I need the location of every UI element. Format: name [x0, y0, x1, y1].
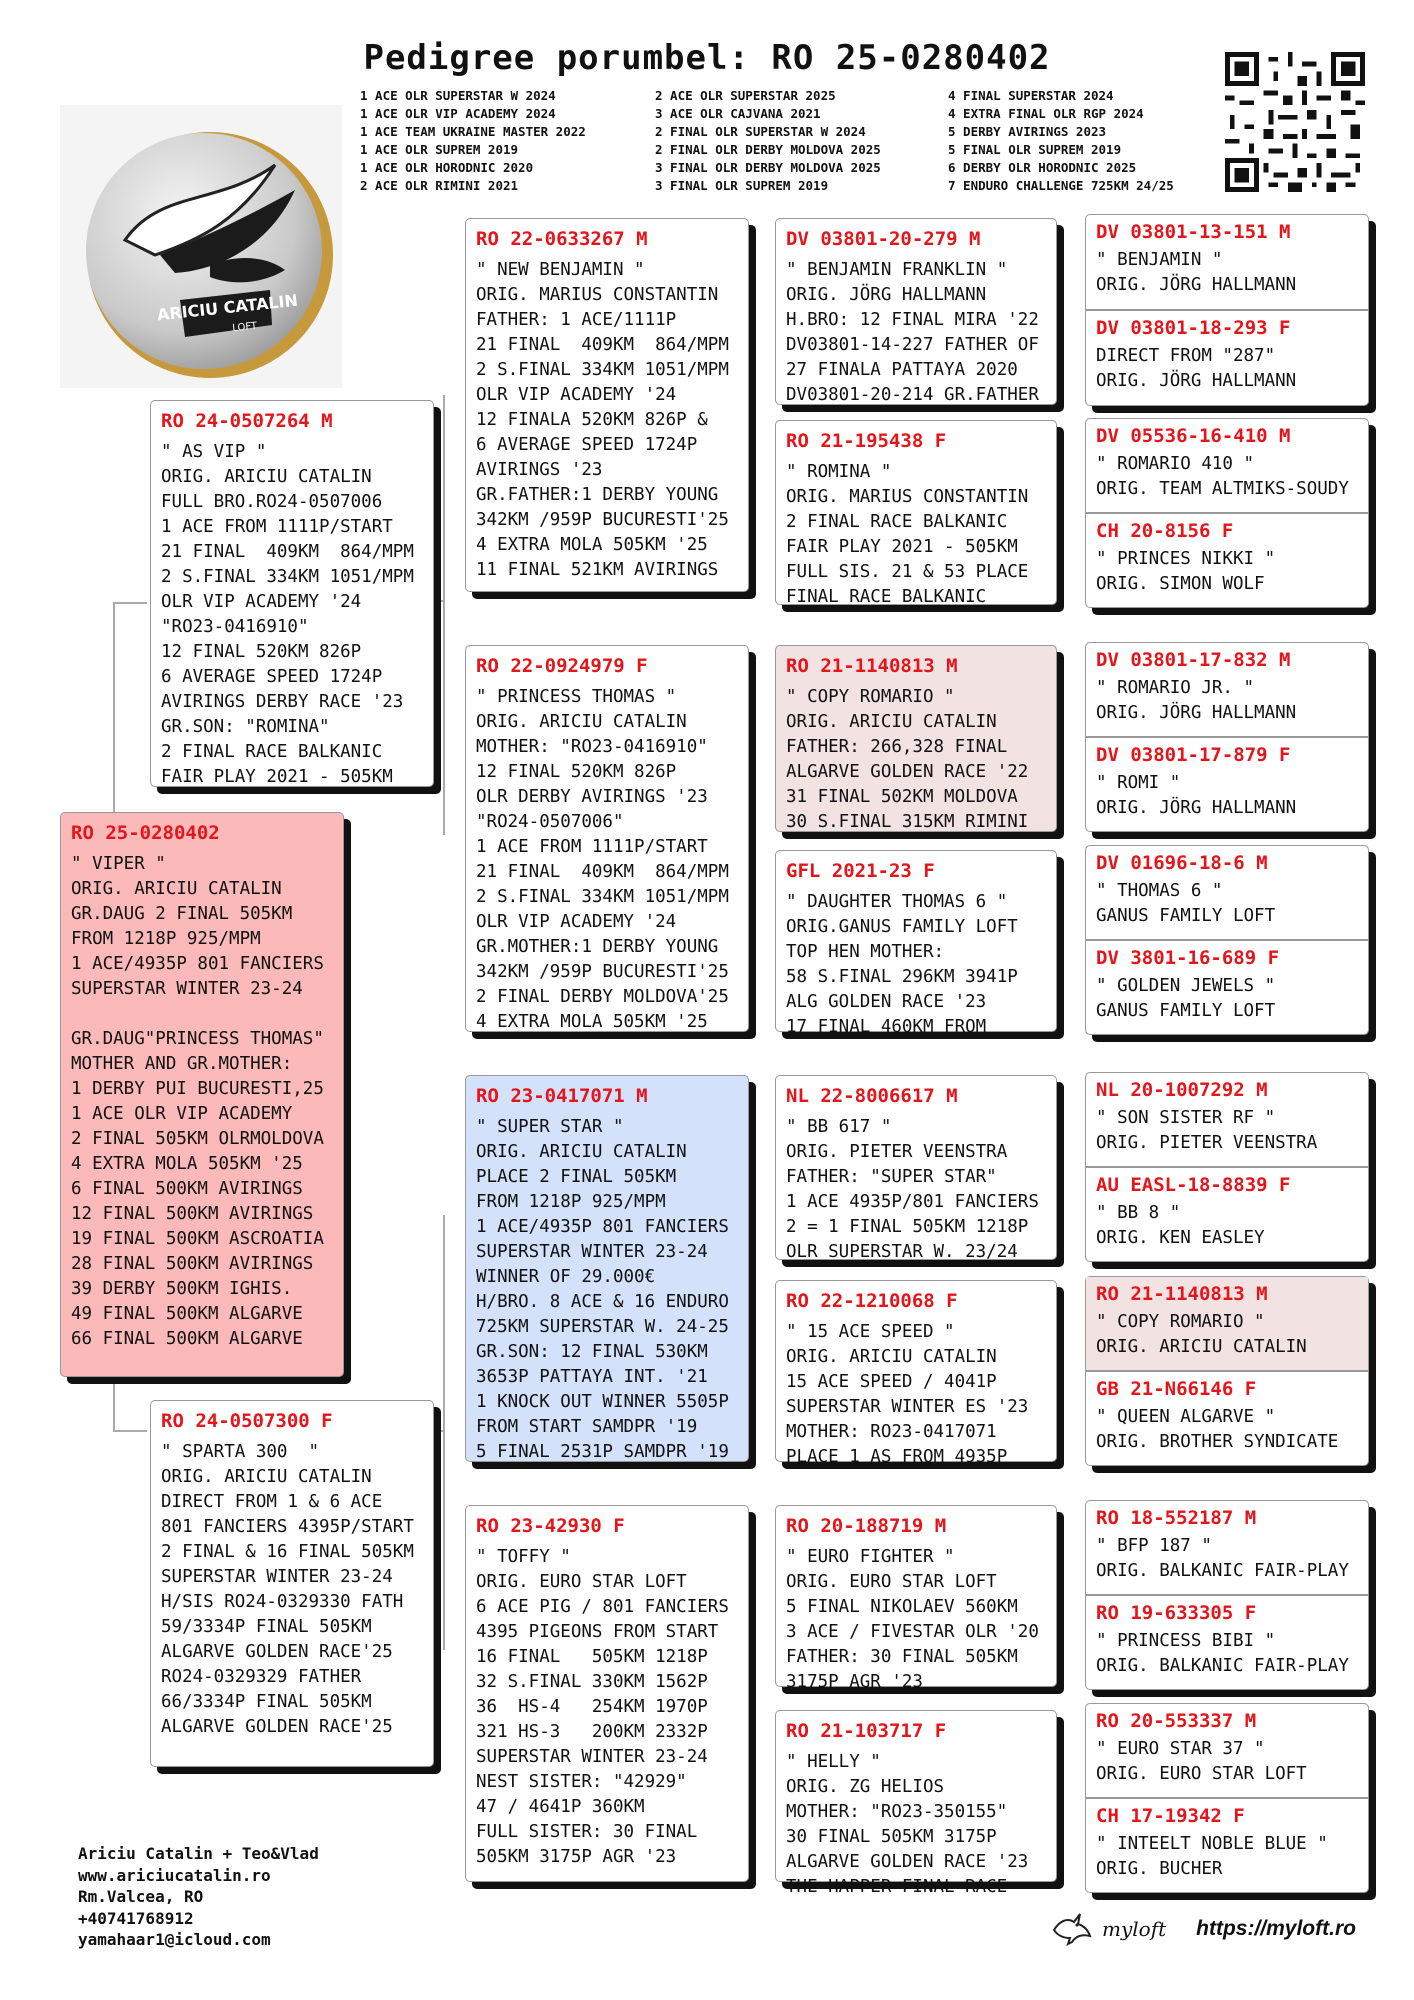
connector	[1060, 1520, 1062, 1610]
pigeon-card-mother[interactable]	[150, 1400, 434, 1767]
pigeon-details: " EURO FIGHTER " ORIG. EURO STAR LOFT 5 FINAL NIKOLAEV 560KM 3 ACE / FIVESTAR OLR '20 FATHER: 30 FINAL 505KM 3175P AGR '23	[786, 1547, 1039, 1692]
pigeon-details: " BENJAMIN FRANKLIN " ORIG. JÖRG HALLMANN H.BRO: 12 FINAL MIRA '22 DV03801-14-227 FATHER OF 27 FINALA PATTAYA 2020 DV03801-20-214 GR.FATHER	[786, 260, 1039, 405]
pigeon-details: DIRECT FROM "287" ORIG. JÖRG HALLMANN	[1096, 346, 1297, 391]
pigeon-details: " NEW BENJAMIN " ORIG. MARIUS CONSTANTIN FATHER: 1 ACE/1111P 21 FINAL 409KM 864/MPM 2 S.FINAL 334KM 1051/MPM OLR VIP ACADEMY '24 12 FINALA 520KM 826P & 6 AVERAGE SPEED 1724P AVIRINGS '23 GR.FATHER:1 DERBY YOUNG 342KM /959P BUCURESTI'25 4 EXTRA MOLA 505KM '25 11 FINAL 521KM AVIRINGS	[476, 260, 729, 580]
email-link[interactable]: yamahaar1@icloud.com	[78, 1930, 271, 1949]
connector	[113, 602, 115, 814]
qr-code-icon	[1225, 52, 1365, 192]
ring-number: RO 21-103717 F	[786, 1720, 947, 1742]
pigeon-card-gggp-11[interactable]	[1086, 1277, 1368, 1370]
pigeon-pair-card-8[interactable]	[1085, 1703, 1369, 1893]
connector	[1060, 1300, 1062, 1390]
pigeon-details: " SUPER STAR " ORIG. ARICIU CATALIN PLACE 2 FINAL 505KM FROM 1218P 925/MPM 1 ACE/4935P 801 FANCIERS SUPERSTAR WINTER 23-24 WINNER OF 29.000€ H/BRO. 8 ACE & 16 ENDURO 725KM SUPERSTAR W. 24-25 GR.SON: 12 FINAL 530KM 3653P PATTAYA INT. '21 1 KNOCK OUT WINNER 5505P FROM START SAMDPR '19 5 FINAL 2531P SAMDPR '19	[476, 1117, 729, 1462]
connector	[113, 602, 147, 604]
ring-number: DV 03801-18-293 F	[1096, 317, 1291, 339]
pigeon-details: " EURO STAR 37 " ORIG. EURO STAR LOFT	[1096, 1739, 1307, 1784]
ring-number: RO 22-0924979 F	[476, 655, 648, 677]
pigeon-details: " GOLDEN JEWELS " GANUS FAMILY LOFT	[1096, 976, 1276, 1021]
achievement-item: 2 FINAL OLR DERBY MOLDOVA 2025	[655, 142, 881, 157]
achievement-item: 1 ACE TEAM UKRAINE MASTER 2022	[360, 124, 586, 139]
pigeon-card-gggp-2[interactable]	[1086, 311, 1368, 405]
ring-number: RO 22-0633267 M	[476, 228, 648, 250]
connector	[1060, 470, 1062, 560]
pigeon-card-ggp-4[interactable]	[775, 850, 1057, 1037]
achievement-item: 1 ACE OLR VIP ACADEMY 2024	[360, 106, 556, 121]
ring-number: DV 01696-18-6 M	[1096, 852, 1268, 874]
ring-number: RO 24-0507264 M	[161, 410, 333, 432]
ring-number: CH 20-8156 F	[1096, 520, 1234, 542]
achievement-item: 4 FINAL SUPERSTAR 2024	[948, 88, 1114, 103]
pigeon-icon	[1050, 1910, 1094, 1948]
connector	[443, 1215, 445, 1650]
pigeon-card-gggp-4[interactable]	[1086, 514, 1368, 607]
ring-number: DV 03801-17-879 F	[1096, 744, 1291, 766]
pigeon-details: " BFP 187 " ORIG. BALKANIC FAIR-PLAY	[1096, 1536, 1349, 1581]
ariciu-catalin-loft-logo	[60, 105, 342, 388]
pigeon-details: " PRINCES NIKKI " ORIG. SIMON WOLF	[1096, 549, 1276, 594]
pigeon-card-gggp-10[interactable]	[1086, 1168, 1368, 1261]
pigeon-card-maternal-grandfather[interactable]	[465, 1075, 749, 1462]
pigeon-details: " SON SISTER RF " ORIG. PIETER VEENSTRA	[1096, 1108, 1318, 1153]
pigeon-details: " HELLY " ORIG. ZG HELIOS MOTHER: "RO23-350155" 30 FINAL 505KM 3175P ALGARVE GOLDEN RACE '23 THE HAPPER FINAL RACE	[786, 1752, 1029, 1897]
pigeon-card-gggp-6[interactable]	[1086, 738, 1368, 831]
ring-number: RO 23-0417071 M	[476, 1085, 648, 1107]
pigeon-details: " INTEELT NOBLE BLUE " ORIG. BUCHER	[1096, 1834, 1328, 1879]
achievement-item: 2 FINAL OLR SUPERSTAR W 2024	[655, 124, 866, 139]
ring-number: NL 20-1007292 M	[1096, 1079, 1268, 1101]
connector	[113, 1380, 115, 1432]
pigeon-card-gggp-13[interactable]	[1086, 1501, 1368, 1594]
pigeon-pair-card-6[interactable]	[1085, 1276, 1369, 1466]
pigeon-details: " 15 ACE SPEED " ORIG. ARICIU CATALIN 15 ACE SPEED / 4041P SUPERSTAR WINTER ES '23 MOTHER: RO23-0417071 PLACE 1 AS FROM 4935P	[786, 1322, 1029, 1467]
pigeon-details: " ROMINA " ORIG. MARIUS CONSTANTIN 2 FINAL RACE BALKANIC FAIR PLAY 2021 - 505KM FULL SIS. 21 & 53 PLACE FINAL RACE BALKANIC	[786, 462, 1029, 607]
pigeon-card-gggp-3[interactable]	[1086, 419, 1368, 512]
ring-number: RO 20-188719 M	[786, 1515, 947, 1537]
page-title: Pedigree porumbel: RO 25-0280402	[363, 38, 1051, 78]
pigeon-card-gggp-12[interactable]	[1086, 1372, 1368, 1465]
ring-number: DV 05536-16-410 M	[1096, 425, 1291, 447]
achievement-item: 6 DERBY OLR HORODNIC 2025	[948, 160, 1137, 175]
pigeon-card-ggp-5[interactable]	[775, 1075, 1057, 1260]
connector	[1060, 265, 1062, 360]
owner-contact	[78, 1843, 319, 1951]
pigeon-details: " BB 617 " ORIG. PIETER VEENSTRA FATHER: "SUPER STAR" 1 ACE 4935P/801 FANCIERS 2 = 1 FINAL 505KM 1218P OLR SUPERSTAR W. 23/24	[786, 1117, 1039, 1262]
pigeon-details: " TOFFY " ORIG. EURO STAR LOFT 6 ACE PIG / 801 FANCIERS 4395 PIGEONS FROM START 16 FINAL 505KM 1218P 32 S.FINAL 330KM 1562P 36 HS-4 254KM 1970P 321 HS-3 200KM 2332P SUPERSTAR WINTER 23-24 NEST SISTER: "42929" 47 / 4641P 360KM FULL SISTER: 30 FINAL 505KM 3175P AGR '23	[476, 1547, 729, 1867]
achievement-item: 2 ACE OLR RIMINI 2021	[360, 178, 519, 193]
connector	[1060, 1720, 1062, 1810]
ring-number: RO 21-1140813 M	[1096, 1283, 1268, 1305]
pigeon-card-gggp-5[interactable]	[1086, 643, 1368, 736]
ring-number: RO 18-552187 M	[1096, 1507, 1257, 1529]
ring-number: CH 17-19342 F	[1096, 1805, 1245, 1827]
achievement-item: 1 ACE OLR SUPREM 2019	[360, 142, 519, 157]
pigeon-card-paternal-grandmother[interactable]	[465, 645, 749, 1032]
ring-number: DV 3801-16-689 F	[1096, 947, 1280, 969]
pigeon-card-ggp-3[interactable]	[775, 645, 1057, 832]
ring-number: RO 23-42930 F	[476, 1515, 625, 1537]
achievement-item: 3 FINAL OLR DERBY MOLDOVA 2025	[655, 160, 881, 175]
achievement-item: 3 FINAL OLR SUPREM 2019	[655, 178, 829, 193]
achievement-item: 2 ACE OLR SUPERSTAR 2025	[655, 88, 836, 103]
pigeon-card-maternal-grandmother[interactable]	[465, 1505, 749, 1882]
myloft-brand: myloft	[1102, 1917, 1167, 1941]
achievements-col-1	[360, 87, 586, 195]
pigeon-details: " BB 8 " ORIG. KEN EASLEY	[1096, 1203, 1265, 1248]
pigeon-details: " DAUGHTER THOMAS 6 " ORIG.GANUS FAMILY LOFT TOP HEN MOTHER: 58 S.FINAL 296KM 3941P ALG GOLDEN RACE '23 17 FINAL 460KM FROM	[786, 892, 1018, 1037]
pigeon-pair-card-4[interactable]	[1085, 845, 1369, 1035]
pigeon-card-gggp-8[interactable]	[1086, 941, 1368, 1034]
ring-number: RO 19-633305 F	[1096, 1602, 1257, 1624]
pigeon-card-gggp-14[interactable]	[1086, 1596, 1368, 1689]
achievement-item: 7 ENDURO CHALLENGE 725KM 24/25	[948, 178, 1174, 193]
ring-number: RO 25-0280402	[71, 822, 220, 844]
pigeon-details: " QUEEN ALGARVE " ORIG. BROTHER SYNDICATE	[1096, 1407, 1339, 1452]
pigeon-card-ggp-1[interactable]	[775, 218, 1057, 405]
pigeon-card-ggp-7[interactable]	[775, 1505, 1057, 1692]
achievement-item: 1 ACE OLR HORODNIC 2020	[360, 160, 534, 175]
connector	[753, 735, 755, 885]
ring-number: RO 22-1210068 F	[786, 1290, 958, 1312]
pigeon-card-gggp-9[interactable]	[1086, 1073, 1368, 1166]
owner-city: Rm.Valcea, RO	[78, 1887, 204, 1906]
pigeon-card-ggp-6[interactable]	[775, 1280, 1057, 1467]
logo-subtext: LOFT	[231, 320, 258, 335]
pigeon-details: " COPY ROMARIO " ORIG. ARICIU CATALIN FATHER: 266,328 FINAL ALGARVE GOLDEN RACE '22 31 FINAL 502KM MOLDOVA 30 S.FINAL 315KM RIMINI	[786, 687, 1029, 832]
ring-number: DV 03801-17-832 M	[1096, 649, 1291, 671]
pigeon-details: " SPARTA 300 " ORIG. ARICIU CATALIN DIRECT FROM 1 & 6 ACE 801 FANCIERS 4395P/START 2 FINAL & 16 FINAL 505KM SUPERSTAR WINTER 23-24 H/SIS RO24-0329330 FATH 59/3334P FINAL 505KM ALGARVE GOLDEN RACE'25 RO24-0329329 FATHER 66/3334P FINAL 505KM ALGARVE GOLDEN RACE'25	[161, 1442, 414, 1737]
pigeon-details: " PRINCESS THOMAS " ORIG. ARICIU CATALIN MOTHER: "RO23-0416910" 12 FINAL 520KM 826P OLR DERBY AVIRINGS '23 "RO24-0507006" 1 ACE FROM 1111P/START 21 FINAL 409KM 864/MPM 2 S.FINAL 334KM 1051/MPM OLR VIP ACADEMY '24 GR.MOTHER:1 DERBY YOUNG 342KM /959P BUCURESTI'25 2 FINAL DERBY MOLDOVA'25 4 EXTRA MOLA 505KM '25	[476, 687, 729, 1032]
achievements-col-2	[655, 87, 881, 195]
achievement-item: 5 FINAL OLR SUPREM 2019	[948, 142, 1122, 157]
pigeon-pair-card-5[interactable]	[1085, 1072, 1369, 1262]
achievement-item: 4 EXTRA FINAL OLR RGP 2024	[948, 106, 1144, 121]
myloft-branding	[1050, 1910, 1356, 1948]
connector	[753, 1590, 755, 1730]
pigeon-details: " AS VIP " ORIG. ARICIU CATALIN FULL BRO.RO24-0507006 1 ACE FROM 1111P/START 21 FINAL 409KM 864/MPM 2 S.FINAL 334KM 1051/MPM OLR VIP ACADEMY '24 "RO23-0416910" 12 FINAL 520KM 826P 6 AVERAGE SPEED 1724P AVIRINGS DERBY RACE '23 GR.SON: "ROMINA" 2 FINAL RACE BALKANIC FAIR PLAY 2021 - 505KM	[161, 442, 414, 787]
connector	[1060, 1095, 1062, 1190]
pigeon-card-gggp-7[interactable]	[1086, 846, 1368, 939]
pigeon-card-father[interactable]	[150, 400, 434, 787]
ring-number: GB 21-N66146 F	[1096, 1378, 1257, 1400]
pigeon-card-gggp-15[interactable]	[1086, 1704, 1368, 1797]
pigeon-details: " VIPER " ORIG. ARICIU CATALIN GR.DAUG 2 FINAL 505KM FROM 1218P 925/MPM 1 ACE/4935P 801 FANCIERS SUPERSTAR WINTER 23-24 GR.DAUG"PRINCESS THOMAS" MOTHER AND GR.MOTHER: 1 DERBY PUI BUCURESTI,25 1 ACE OLR VIP ACADEMY 2 FINAL 505KM OLRMOLDOVA 4 EXTRA MOLA 505KM '25 6 FINAL 500KM AVIRINGS 12 FINAL 500KM AVIRINGS 19 FINAL 500KM ASCROATIA 28 FINAL 500KM AVIRINGS 39 DERBY 500KM IGHIS. 49 FINAL 500KM ALGARVE 66 FINAL 500KM ALGARVE	[71, 854, 324, 1349]
website-link[interactable]: www.ariciucatalin.ro	[78, 1865, 271, 1885]
achievement-item: 1 ACE OLR SUPERSTAR W 2024	[360, 88, 556, 103]
connector	[113, 1430, 147, 1432]
pigeon-details: " ROMARIO 410 " ORIG. TEAM ALTMIKS-SOUDY	[1096, 454, 1349, 499]
pigeon-card-gggp-16[interactable]	[1086, 1799, 1368, 1892]
pigeon-details: " COPY ROMARIO " ORIG. ARICIU CATALIN	[1096, 1312, 1307, 1357]
pigeon-card-subject[interactable]	[60, 812, 344, 1377]
pigeon-details: " ROMI " ORIG. JÖRG HALLMANN	[1096, 773, 1297, 818]
phone-number[interactable]: +40741768912	[78, 1908, 194, 1928]
achievement-item: 3 ACE OLR CAJVANA 2021	[655, 106, 821, 121]
achievements-col-3	[948, 87, 1174, 195]
pigeon-details: " THOMAS 6 " GANUS FAMILY LOFT	[1096, 881, 1276, 926]
pigeon-card-gggp-1[interactable]	[1086, 215, 1368, 309]
ring-number: DV 03801-20-279 M	[786, 228, 981, 250]
myloft-url-link[interactable]: https://myloft.ro	[1196, 1917, 1356, 1940]
pigeon-details: " PRINCESS BIBI " ORIG. BALKANIC FAIR-PLAY	[1096, 1631, 1349, 1676]
owner-name: Ariciu Catalin + Teo&Vlad	[78, 1844, 319, 1863]
logo-text: ARICIU CATALIN	[156, 290, 299, 325]
pigeon-details: " ROMARIO JR. " ORIG. JÖRG HALLMANN	[1096, 678, 1297, 723]
pigeon-card-ggp-8[interactable]	[775, 1710, 1057, 1897]
ring-number: RO 20-553337 M	[1096, 1710, 1257, 1732]
ring-number: RO 21-1140813 M	[786, 655, 958, 677]
ring-number: RO 21-195438 F	[786, 430, 947, 452]
ring-number: AU EASL-18-8839 F	[1096, 1174, 1291, 1196]
pigeon-card-ggp-2[interactable]	[775, 420, 1057, 605]
ring-number: GFL 2021-23 F	[786, 860, 935, 882]
ring-number: NL 22-8006617 M	[786, 1085, 958, 1107]
ring-number: DV 03801-13-151 M	[1096, 221, 1291, 243]
connector	[443, 395, 445, 835]
pigeon-pair-card-2[interactable]	[1085, 418, 1369, 608]
achievement-item: 5 DERBY AVIRINGS 2023	[948, 124, 1107, 139]
pigeon-details: " BENJAMIN " ORIG. JÖRG HALLMANN	[1096, 250, 1297, 295]
pigeon-pair-card-3[interactable]	[1085, 642, 1369, 832]
connector	[753, 325, 755, 465]
connector	[753, 1160, 755, 1300]
connector	[1060, 895, 1062, 985]
pigeon-pair-card-7[interactable]	[1085, 1500, 1369, 1690]
pigeon-pair-card-1[interactable]	[1085, 214, 1369, 406]
pigeon-card-paternal-grandfather[interactable]	[465, 218, 749, 592]
ring-number: RO 24-0507300 F	[161, 1410, 333, 1432]
connector	[1060, 695, 1062, 785]
